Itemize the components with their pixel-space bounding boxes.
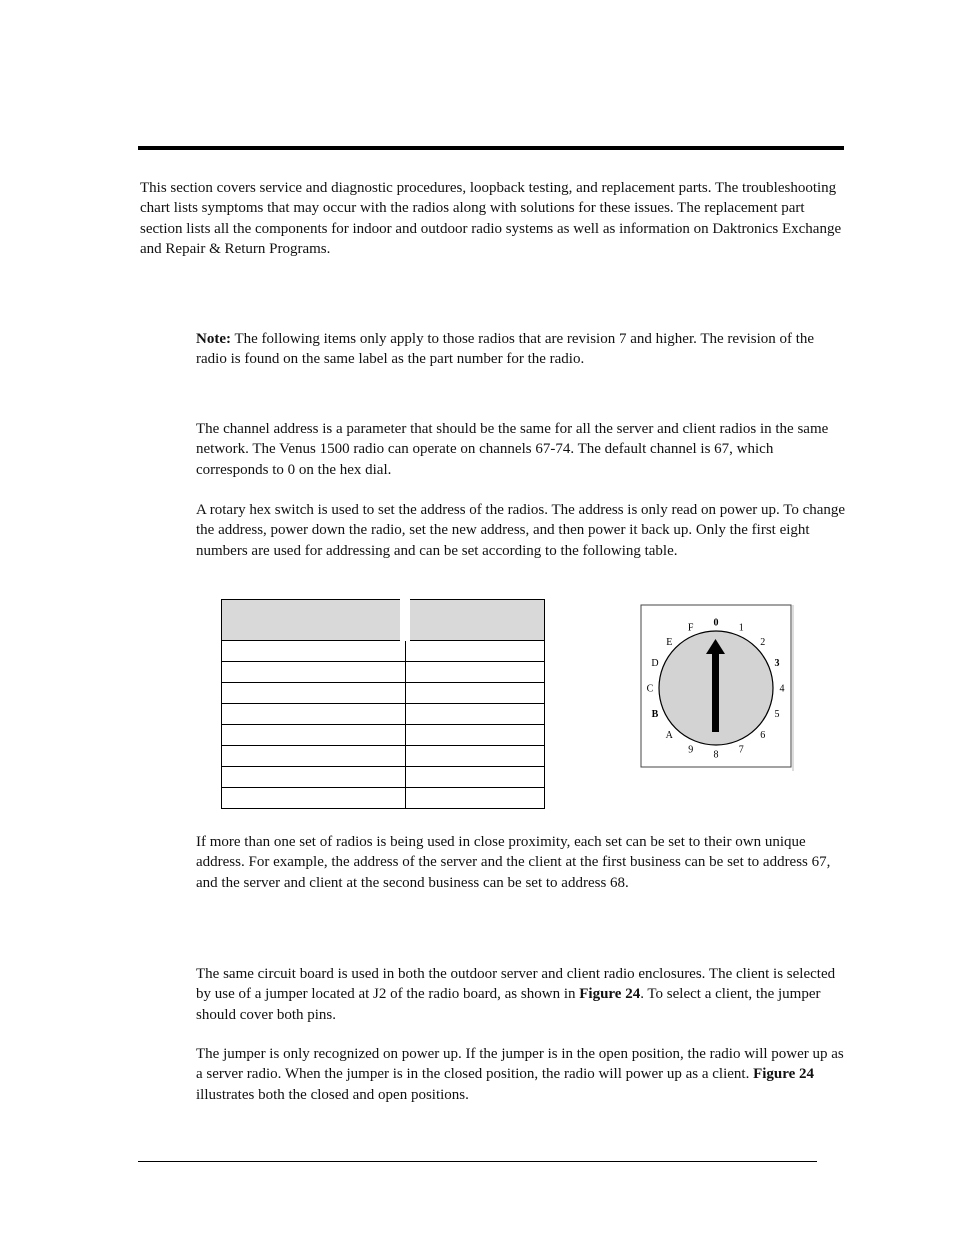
address-table-cell <box>405 662 545 683</box>
address-table-row <box>222 683 545 704</box>
address-table-cell <box>405 641 545 662</box>
board-text-2: . To select a client, the jumper should cover both pins. <box>196 986 821 1023</box>
hex-dial-figure <box>640 604 794 772</box>
footer-rule <box>138 1161 817 1162</box>
address-table-cell <box>222 725 406 746</box>
address-table-cell <box>405 704 545 725</box>
figure-24-reference: Figure 24 <box>579 986 641 1003</box>
note-text: The following items only apply to those radios that are revision 7 and higher. The revision of the radio is found on the same label as the part number for the radio. <box>196 331 815 368</box>
address-table-row <box>222 788 545 809</box>
address-table-cell <box>405 788 545 809</box>
board-text-1: The same circuit board is used in both the outdoor server and client radio enclosures. The client is selected by use of a jumper located at J2 of the radio board, as shown in <box>196 966 836 1003</box>
dial-label: A <box>665 730 673 742</box>
dial-label: 4 <box>779 683 785 695</box>
address-table-row <box>222 704 545 725</box>
dial-label: E <box>666 636 673 648</box>
address-table-cell <box>222 788 406 809</box>
dial-label: B <box>651 708 659 720</box>
address-table-header <box>222 600 545 641</box>
proximity-paragraph: If more than one set of radios is being used in close proximity, each set can be set to their own unique address. For example, the address of the server and the client at the first business can be set to address 67, and the server and client at the second business can be set to address 68. <box>196 834 831 891</box>
address-table-cell <box>222 662 406 683</box>
dial-label: 5 <box>774 708 780 720</box>
address-table-cell <box>405 746 545 767</box>
jumper-text-2: illustrates both the closed and open positions. <box>196 1086 469 1103</box>
address-table-row <box>222 662 545 683</box>
dial-label: 1 <box>738 622 744 634</box>
dial-label: 2 <box>760 636 766 648</box>
address-table-cell <box>405 725 545 746</box>
header-rule <box>138 146 844 150</box>
address-table-row <box>222 767 545 788</box>
dial-label: 8 <box>713 749 719 761</box>
intro-paragraph: This section covers service and diagnostic procedures, loopback testing, and replacement parts. The troubleshooting chart lists symptoms that may occur with the radios along with solutions for these issues. The replacement part section lists all the components for indoor and outdoor radio systems as well as information on Daktronics Exchange and Repair & Return Programs. <box>140 180 842 258</box>
address-table <box>221 599 545 809</box>
address-table-row <box>222 746 545 767</box>
dial-label: 0 <box>713 617 719 629</box>
channel-address-paragraph: The channel address is a parameter that should be the same for all the server and client radios in the same network. The Venus 1500 radio can operate on channels 67-74. The default channel is 67, which corresponds to 0 on the hex dial. <box>196 421 829 478</box>
rotary-switch-paragraph: A rotary hex switch is used to set the address of the radios. The address is only read on power up. To change the address, power down the radio, set the new address, and then power it back up. Only the first eight numbers are used for addressing and can be set according to the following table. <box>196 502 846 559</box>
address-table-cell <box>405 767 545 788</box>
circuit-board-paragraph <box>196 964 846 1025</box>
header-cell-1 <box>222 600 406 641</box>
jumper-paragraph <box>196 1044 846 1105</box>
jumper-text-1: The jumper is only recognized on power up. If the jumper is in the open position, the radio will power up as a server radio. When the jumper is in the closed position, the radio will power up as a client. <box>196 1046 844 1083</box>
note-label: Note: <box>196 331 231 347</box>
address-table-row <box>222 725 545 746</box>
address-table-cell <box>222 767 406 788</box>
dial-label: 3 <box>774 658 780 670</box>
address-table-cell <box>222 704 406 725</box>
address-table-cell <box>222 641 406 662</box>
dial-label: D <box>651 658 659 670</box>
header-cell-2 <box>405 600 545 641</box>
address-table-row <box>222 641 545 662</box>
dial-label: C <box>646 683 654 695</box>
address-table-cell <box>405 683 545 704</box>
dial-label: F <box>687 622 694 634</box>
address-table-cell <box>222 683 406 704</box>
dial-label: 9 <box>688 744 694 756</box>
dial-label: 6 <box>760 730 766 742</box>
dial-pointer-shaft <box>712 650 719 732</box>
note-paragraph <box>196 329 846 370</box>
dial-label: 7 <box>738 744 744 756</box>
address-table-cell <box>222 746 406 767</box>
figure-24-reference: Figure 24 <box>753 1066 815 1083</box>
